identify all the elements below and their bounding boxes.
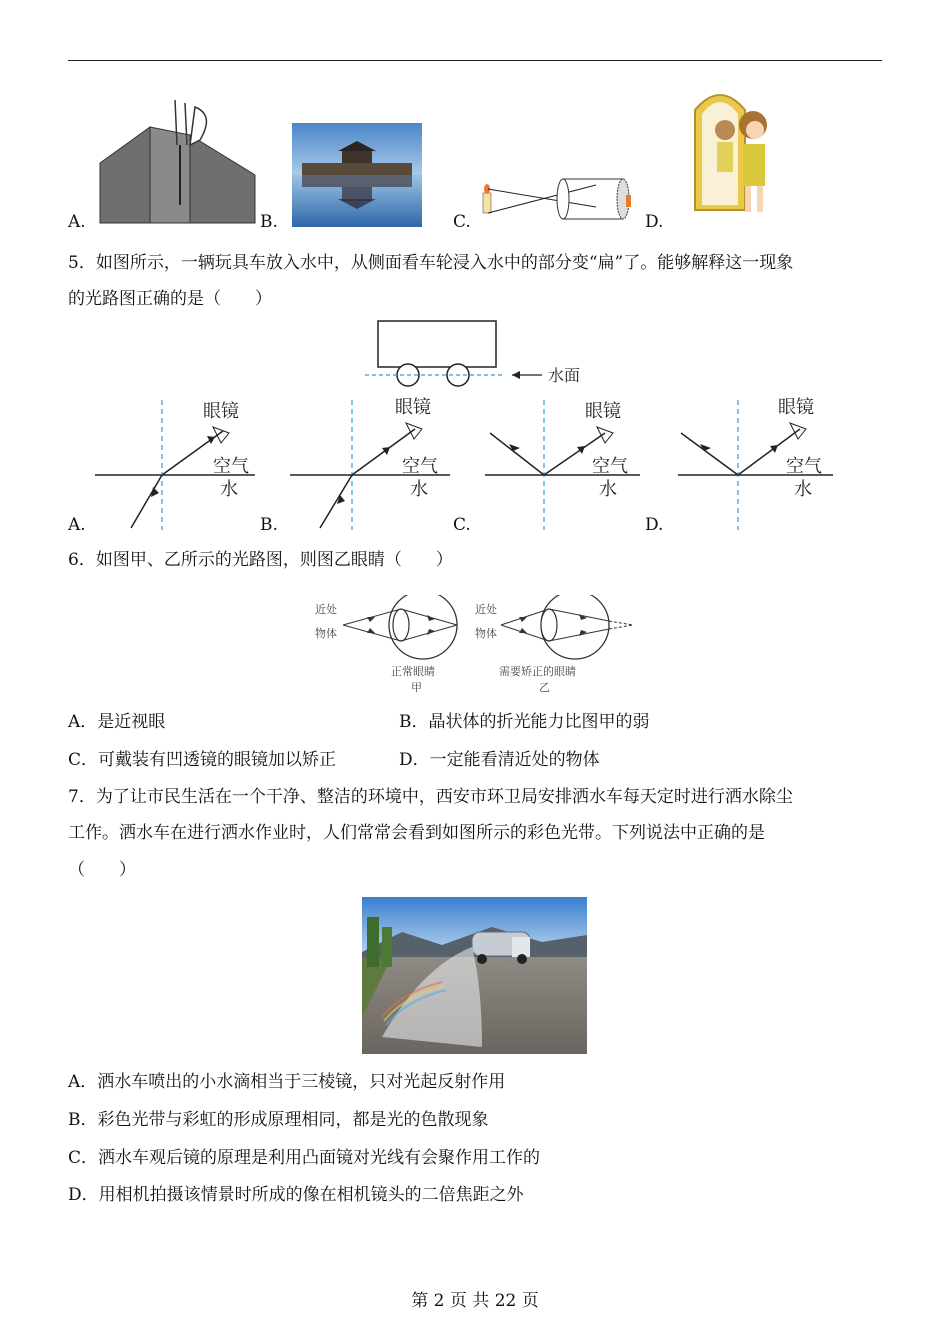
q6-stem: 6．如图甲、乙所示的光路图，则图乙眼睛（ ） <box>68 550 453 570</box>
water-label-d: 水 <box>794 479 812 500</box>
eye-label-c: 眼镜 <box>585 401 621 422</box>
q5-option-b-label: B. <box>260 515 278 535</box>
normal-eye-label: 正常眼睛 <box>391 665 435 678</box>
q4-option-a-label: A. <box>68 212 86 232</box>
q7-option-d: D．用相机拍摄该情景时所成的像在相机镜头的二倍焦距之外 <box>68 1185 524 1205</box>
yi-label: 乙 <box>539 681 550 694</box>
q5-option-a-label: A. <box>68 515 86 535</box>
q5-stem-line2: 的光路图正确的是（ ） <box>68 289 272 309</box>
q4-option-d-label: D. <box>645 212 664 232</box>
page-footer: 第 2 页 共 22 页 <box>411 1291 539 1311</box>
q6-eye-diagrams <box>305 595 645 695</box>
q7-sprinkler-truck-photo <box>362 897 587 1054</box>
q5-stem-line1: 5．如图所示，一辆玩具车放入水中，从侧面看车轮浸入水中的部分变“扁”了。能够解释这一现象 <box>68 253 794 273</box>
q4-figure-d-mirror-girl <box>675 80 795 220</box>
air-label-a: 空气 <box>213 456 249 477</box>
air-label-b: 空气 <box>402 456 438 477</box>
q4-option-c-label: C. <box>453 212 471 232</box>
eye-label-b: 眼镜 <box>395 397 431 418</box>
q5-diagram-b <box>290 395 455 530</box>
near-object-2-yi: 物体 <box>475 627 497 640</box>
q7-option-c: C．洒水车观后镜的原理是利用凸面镜对光线有会聚作用工作的 <box>68 1148 541 1168</box>
eye-label-a: 眼镜 <box>203 401 239 422</box>
near-object-1-jia: 近处 <box>315 603 337 616</box>
q7-option-b: B．彩色光带与彩虹的形成原理相同，都是光的色散现象 <box>68 1110 489 1130</box>
q7-stem-line2: 工作。洒水车在进行洒水作业时，人们常常会看到如图所示的彩色光带。下列说法中正确的是 <box>68 823 765 843</box>
q7-option-a: A．洒水车喷出的小水滴相当于三棱镜，只对光起反射作用 <box>68 1072 506 1092</box>
q6-option-b: B．晶状体的折光能力比图甲的弱 <box>399 712 650 732</box>
q7-stem-line1: 7．为了让市民生活在一个干净、整洁的环境中，西安市环卫局安排洒水车每天定时进行洒水除尘 <box>68 787 793 807</box>
water-label-b: 水 <box>410 479 428 500</box>
water-surface-label: 水面 <box>548 366 581 385</box>
water-label-c: 水 <box>599 479 617 500</box>
q6-option-a: A．是近视眼 <box>68 712 166 732</box>
q4-option-b-label: B. <box>260 212 278 232</box>
eye-label-d: 眼镜 <box>778 397 814 418</box>
q5-diagram-c <box>485 395 645 530</box>
needs-correction-label: 需要矫正的眼睛 <box>499 665 576 678</box>
jia-label: 甲 <box>411 681 422 694</box>
near-object-1-yi: 近处 <box>475 603 497 616</box>
q4-figure-b-reflection-photo <box>292 123 422 227</box>
air-label-d: 空气 <box>786 456 822 477</box>
q5-diagram-d <box>678 395 838 530</box>
q5-diagram-a <box>95 395 260 530</box>
header-rule <box>68 60 882 61</box>
air-label-c: 空气 <box>592 456 628 477</box>
q5-option-d-label: D. <box>645 515 664 535</box>
q7-stem-line3: （ ） <box>68 860 136 880</box>
q5-option-c-label: C. <box>453 515 471 535</box>
q6-option-c: C．可戴装有凹透镜的眼镜加以矫正 <box>68 750 337 770</box>
q6-option-d: D．一定能看清近处的物体 <box>399 750 600 770</box>
q4-figure-a <box>95 95 260 230</box>
q5-toy-car-figure <box>360 318 610 393</box>
water-label-a: 水 <box>220 479 238 500</box>
q4-figure-c-pinhole-camera <box>478 175 638 225</box>
near-object-2-jia: 物体 <box>315 627 337 640</box>
